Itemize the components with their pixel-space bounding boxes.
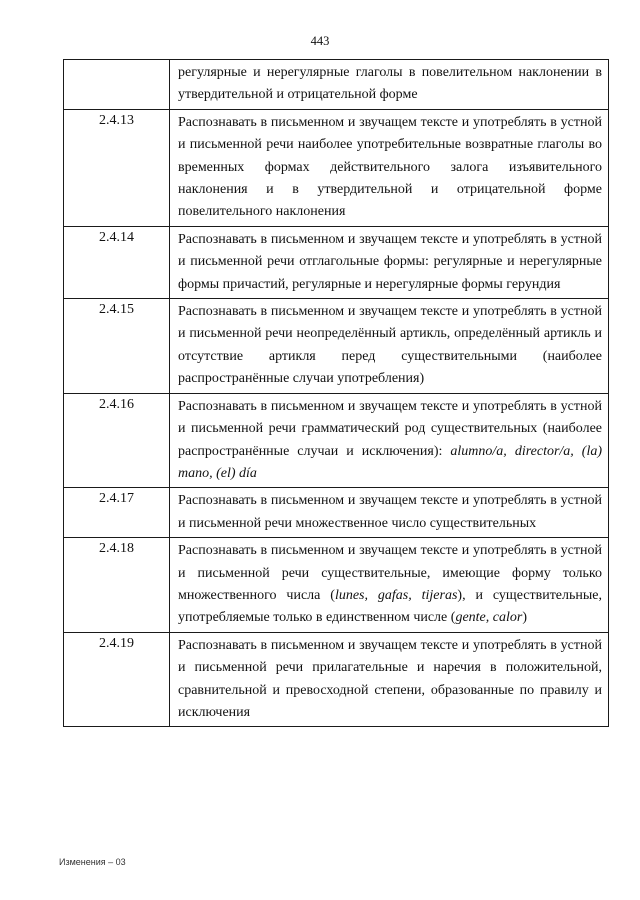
row-code <box>64 60 170 110</box>
description-text: Распознавать в письменном и звучащем тексте и употреблять в устной и письменной речи грамматический род существительных (наиболее распространённые случаи и исключения): <box>178 398 602 459</box>
table-row <box>64 538 609 633</box>
table-row <box>64 632 609 727</box>
row-code: 2.4.14 <box>64 226 170 298</box>
example-words: lunes, gafas, tijeras <box>334 587 458 603</box>
row-description: Распознавать в письменном и звучащем тексте и употреблять в устной и письменной речи неопределённый артикль, определённый артикль и отсутствие артикля перед существительными (наиболее распространённые случаи употребления) <box>170 299 609 394</box>
row-description: Распознавать в письменном и звучащем тексте и употреблять в устной и письменной речи отглагольные формы: регулярные и нерегулярные формы причастий, регулярные и нерегулярные формы герундия <box>170 226 609 298</box>
row-code: 2.4.15 <box>64 299 170 394</box>
table-row <box>64 393 609 488</box>
row-code: 2.4.13 <box>64 109 170 226</box>
description-text: Распознавать в письменном и звучащем тексте и употреблять в устной и письменной речи существительные, имеющие форму только множественного числа ( <box>178 543 602 603</box>
table-row <box>64 109 609 226</box>
table-row <box>64 226 609 298</box>
row-code: 2.4.17 <box>64 488 170 538</box>
example-words: alumno/a, director/a, (la) mano, (el) día <box>178 443 603 481</box>
page-number: 443 <box>310 34 330 48</box>
row-description <box>170 538 609 633</box>
table-row <box>64 488 609 538</box>
row-code: 2.4.16 <box>64 393 170 488</box>
row-description: Распознавать в письменном и звучащем тексте и употреблять в устной и письменной речи прилагательные и наречия в положительной, сравнительной и превосходной степени, образованные по правилу и исключения <box>170 632 609 727</box>
table-row <box>64 299 609 394</box>
row-description: регулярные и нерегулярные глаголы в повелительном наклонении в утвердительной и отрицательной форме <box>170 60 609 110</box>
description-text: ) <box>522 610 527 626</box>
description-text: ), и существительные, употребляемые только в единственном числе ( <box>178 587 603 626</box>
row-code: 2.4.19 <box>64 632 170 727</box>
row-description <box>170 393 609 488</box>
row-code: 2.4.18 <box>64 538 170 633</box>
requirements-table <box>63 59 609 727</box>
row-description: Распознавать в письменном и звучащем тексте и употреблять в устной и письменной речи множественное число существительных <box>170 488 609 538</box>
example-words: gente, calor <box>455 610 523 626</box>
table-row <box>64 60 609 110</box>
row-description: Распознавать в письменном и звучащем тексте и употреблять в устной и письменной речи наиболее употребительные возвратные глаголы во временных формах действительного залога изъявительного наклонения и в утвердительной и отрицательной форме повелительного наклонения <box>170 109 609 226</box>
revision-footer: Изменения – 03 <box>59 857 126 867</box>
